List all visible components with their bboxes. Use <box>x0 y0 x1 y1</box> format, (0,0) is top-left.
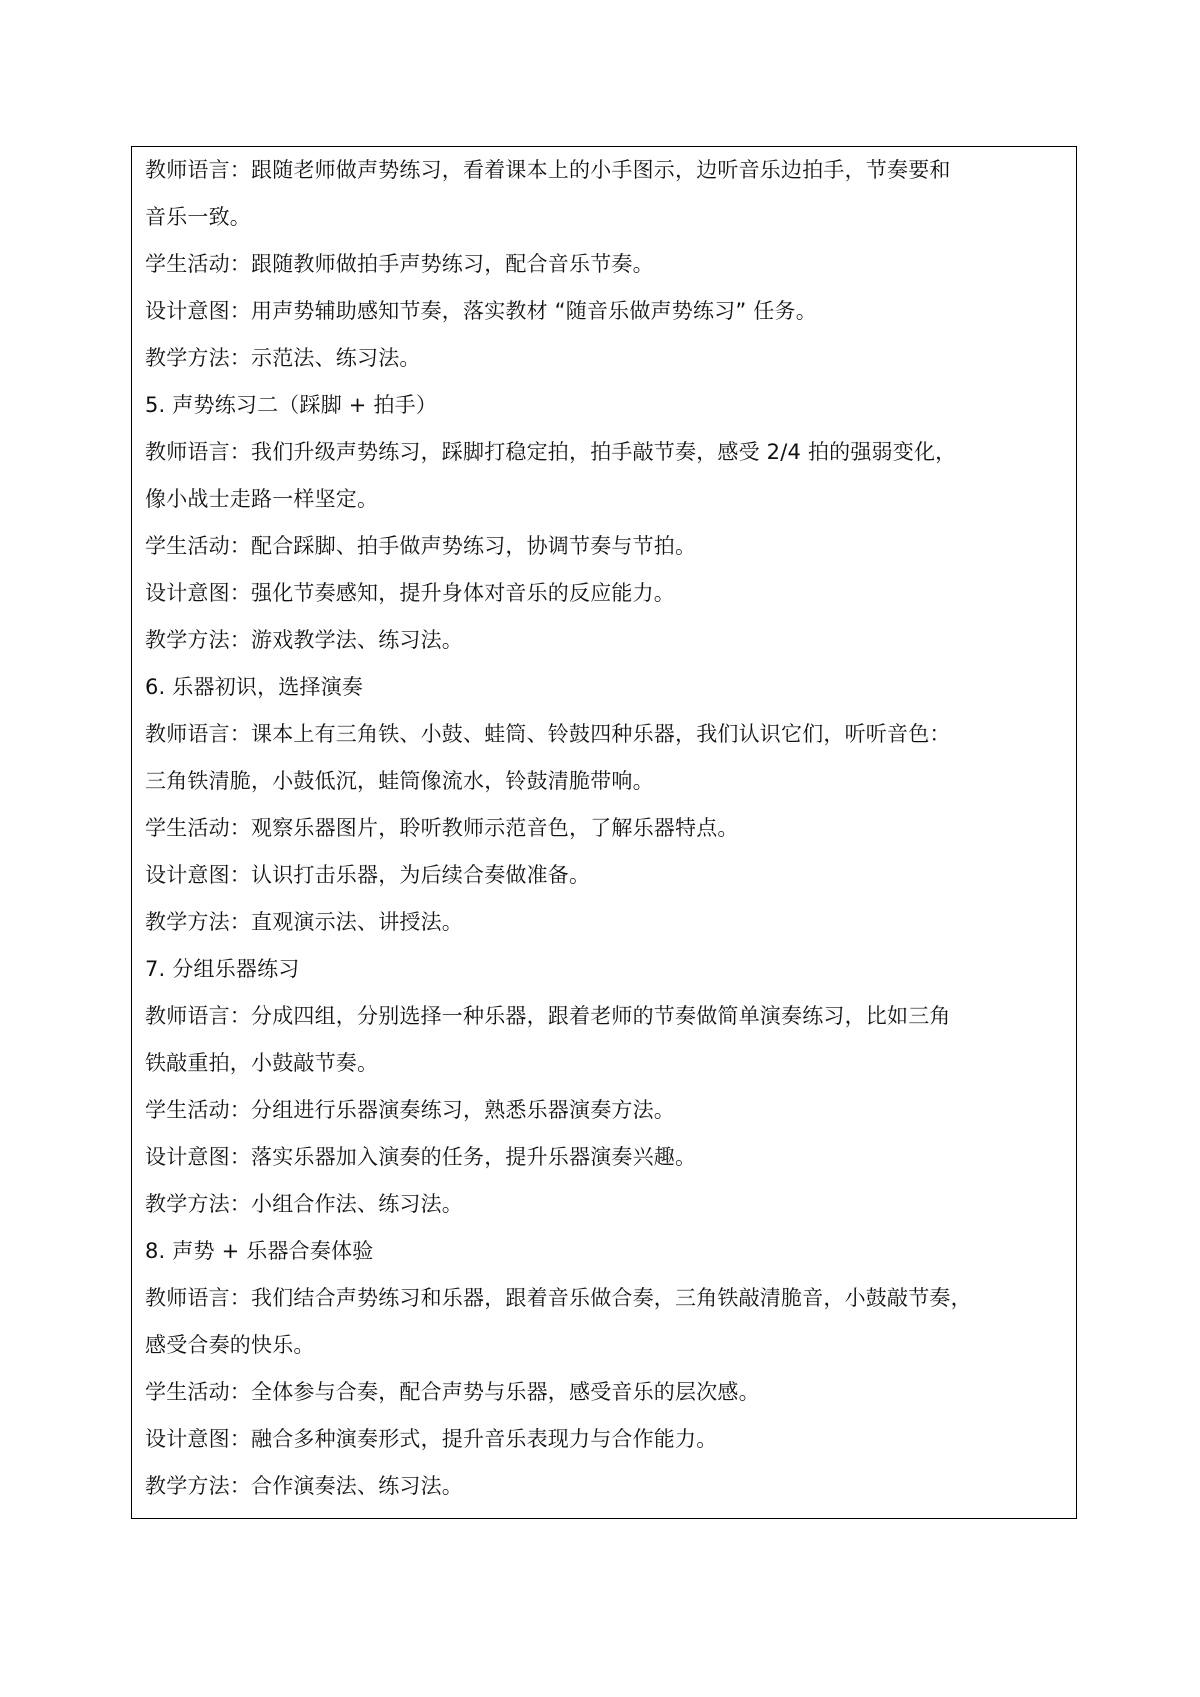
text-line: 三角铁清脆，小鼓低沉，蛙筒像流水，铃鼓清脆带响。 <box>145 769 654 793</box>
text-line: 像小战士走路一样坚定。 <box>145 487 379 511</box>
text-line: 教学方法：示范法、练习法。 <box>145 346 421 370</box>
text-line: 学生活动：全体参与合奏，配合声势与乐器，感受音乐的层次感。 <box>145 1380 760 1404</box>
text-line: 教学方法：小组合作法、练习法。 <box>145 1192 463 1216</box>
text-line: 教学方法：游戏教学法、练习法。 <box>145 628 463 652</box>
text-line: 设计意图：落实乐器加入演奏的任务，提升乐器演奏兴趣。 <box>145 1145 697 1169</box>
text-line: 教学方法：直观演示法、讲授法。 <box>145 910 463 934</box>
text-line: 学生活动：分组进行乐器演奏练习，熟悉乐器演奏方法。 <box>145 1098 675 1122</box>
text-line: 教师语言：课本上有三角铁、小鼓、蛙筒、铃鼓四种乐器，我们认识它们，听听音色： <box>145 722 951 746</box>
text-line: 学生活动：观察乐器图片，聆听教师示范音色，了解乐器特点。 <box>145 816 739 840</box>
text-line: 设计意图：强化节奏感知，提升身体对音乐的反应能力。 <box>145 581 675 605</box>
section-heading: 8. 声势 + 乐器合奏体验 <box>145 1239 374 1263</box>
text-line: 铁敲重拍，小鼓敲节奏。 <box>145 1051 379 1075</box>
text-line: 教学方法：合作演奏法、练习法。 <box>145 1474 463 1498</box>
text-line: 设计意图：融合多种演奏形式，提升音乐表现力与合作能力。 <box>145 1427 718 1451</box>
lesson-table-cell <box>131 146 1077 1519</box>
text-line: 感受合奏的快乐。 <box>145 1333 315 1357</box>
text-line: 教师语言：分成四组，分别选择一种乐器，跟着老师的节奏做简单演奏练习，比如三角 <box>145 1004 951 1028</box>
text-line: 音乐一致。 <box>145 205 251 229</box>
text-line: 设计意图：用声势辅助感知节奏，落实教材 “随音乐做声势练习” 任务。 <box>145 299 817 323</box>
text-line: 学生活动：配合踩脚、拍手做声势练习，协调节奏与节拍。 <box>145 534 697 558</box>
text-line: 设计意图：认识打击乐器，为后续合奏做准备。 <box>145 863 591 887</box>
section-heading: 6. 乐器初识，选择演奏 <box>145 675 364 699</box>
text-line: 教师语言：我们结合声势练习和乐器，跟着音乐做合奏，三角铁敲清脆音，小鼓敲节奏， <box>145 1286 972 1310</box>
text-line: 教师语言：我们升级声势练习，踩脚打稳定拍，拍手敲节奏，感受 2/4 拍的强弱变化， <box>145 440 957 464</box>
section-heading: 5. 声势练习二（踩脚 + 拍手） <box>145 393 438 417</box>
text-line: 教师语言：跟随老师做声势练习，看着课本上的小手图示，边听音乐边拍手，节奏要和 <box>145 158 951 182</box>
section-heading: 7. 分组乐器练习 <box>145 957 300 981</box>
text-line: 学生活动：跟随教师做拍手声势练习，配合音乐节奏。 <box>145 252 654 276</box>
